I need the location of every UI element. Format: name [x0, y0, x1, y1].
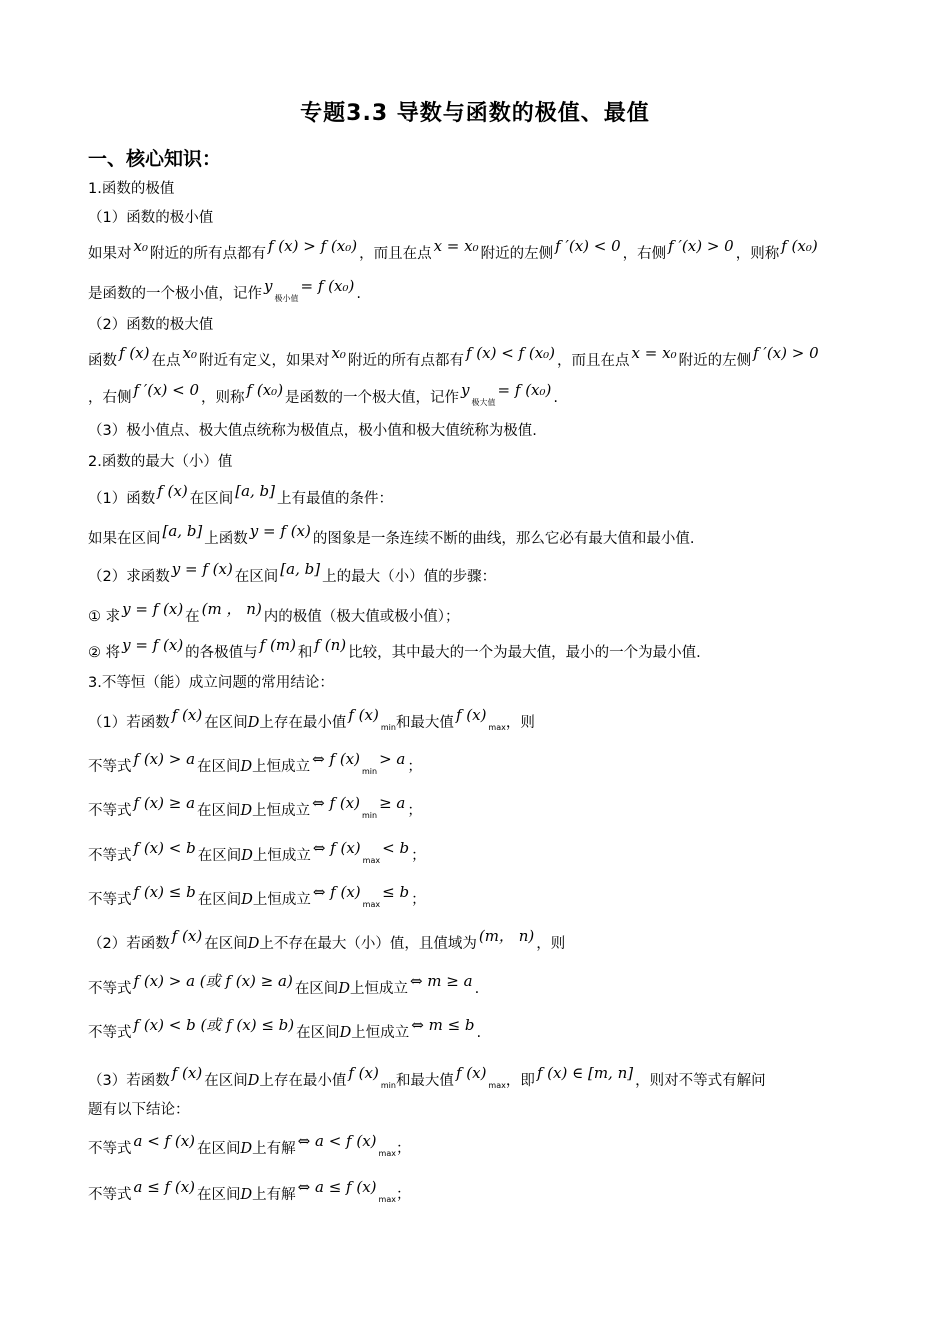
text-line: [88, 560, 497, 587]
text-run: 在区间: [234, 569, 279, 585]
text-run: 上的最大（小）值的步骤：: [322, 569, 497, 585]
math-variable: D: [247, 1073, 260, 1089]
math-variable: D: [240, 803, 253, 819]
text-run: 在区间: [204, 936, 248, 952]
math-expression: ⇔ f (x): [312, 839, 361, 857]
math-expression: = f (x₀): [497, 381, 552, 399]
math-expression: y = f (x): [249, 522, 311, 540]
text-run: 不等式: [88, 1187, 132, 1203]
text-run: ；: [411, 848, 426, 864]
math-expression: f (x): [171, 1064, 203, 1082]
math-expression: a ≤ f (x): [133, 1178, 196, 1196]
text-line: [88, 179, 174, 199]
text-run: 不等式: [88, 981, 132, 997]
text-run: 附近的所有点都有: [347, 353, 464, 369]
math-expression: ⇔ a < f (x): [297, 1132, 377, 1150]
text-line: [88, 1016, 482, 1043]
math-expression: f (x) ∈ [m, n]: [536, 1064, 634, 1082]
text-run: 在区间: [197, 803, 241, 819]
text-run: ；: [407, 759, 422, 775]
text-run: （2）若函数: [88, 936, 170, 952]
math-expression: f (x): [157, 482, 188, 500]
text-run: 不等式: [88, 848, 132, 864]
math-expression: f ′(x) < 0: [133, 381, 200, 399]
text-run: ；: [411, 892, 426, 908]
text-run: 如果在区间: [88, 531, 161, 547]
math-expression: f (x₀): [781, 237, 818, 255]
text-run: 附近的左侧: [678, 353, 752, 369]
math-expression: f (x₀): [246, 381, 284, 399]
math-expression: f (x) < f (x₀): [465, 344, 556, 362]
text-run: （2）求函数: [88, 569, 170, 585]
text-line: [88, 344, 821, 371]
text-run: 在区间: [296, 1025, 340, 1041]
math-subscript: min: [362, 811, 378, 820]
text-line: [88, 883, 426, 912]
text-run: （1）若函数: [88, 715, 170, 731]
text-run: 和最大值: [395, 1073, 454, 1089]
math-variable: D: [240, 1187, 253, 1203]
text-run: 上恒成立: [351, 1025, 410, 1041]
math-expression: x₀: [331, 344, 346, 362]
math-expression: ⇔ f (x): [312, 883, 361, 901]
text-line: [88, 522, 695, 549]
text-run: 上有解: [252, 1141, 296, 1157]
text-run: ，右侧: [622, 246, 667, 262]
math-subscript: min: [362, 767, 378, 776]
text-run: 在区间: [204, 1073, 248, 1089]
math-subscript: min: [380, 1081, 396, 1090]
text-run: 1.函数的极值: [88, 181, 175, 197]
text-line: [88, 482, 394, 509]
text-run: 上恒成立: [252, 848, 311, 864]
text-run: 上有最值的条件：: [277, 491, 394, 507]
math-expression: ≥ a: [379, 794, 406, 812]
math-expression: y: [264, 277, 273, 295]
text-run: 和: [297, 645, 313, 661]
text-line: [88, 1132, 411, 1161]
text-run: ，则称: [735, 246, 780, 262]
math-expression: > a: [379, 750, 406, 768]
math-expression: f (n): [314, 636, 347, 654]
math-expression: f (x): [455, 1064, 487, 1082]
text-run: 上恒成立: [349, 981, 408, 997]
text-run: （3）若函数: [88, 1073, 170, 1089]
math-expression: = f (x₀): [300, 277, 355, 295]
text-run: 在点: [151, 353, 181, 369]
text-line: [88, 706, 535, 735]
text-run: ；: [395, 1141, 411, 1157]
math-expression: ⇔ m ≤ b: [411, 1016, 475, 1034]
math-subscript: max: [362, 856, 381, 865]
math-expression: ⇔ m ≥ a: [409, 972, 473, 990]
text-run: 在区间: [204, 715, 248, 731]
text-run: 题有以下结论：: [88, 1102, 190, 1118]
math-subscript: max: [378, 1195, 396, 1204]
math-variable: D: [241, 848, 253, 864]
math-expression: y = f (x): [122, 636, 184, 654]
text-run: 函数: [88, 353, 117, 369]
math-expression: f (x): [171, 927, 203, 945]
math-expression: x₀: [133, 237, 148, 255]
math-expression: f (x) ≥ a: [133, 794, 196, 812]
math-expression: [a, b]: [235, 482, 276, 500]
text-line: [88, 927, 566, 954]
math-expression: f ′(x) > 0: [668, 237, 734, 255]
text-run: ，而且在点: [557, 353, 630, 369]
math-expression: ⇔ f (x): [312, 750, 360, 768]
text-line: [88, 315, 213, 335]
math-variable: D: [247, 715, 260, 731]
math-expression: x = x₀: [433, 237, 479, 255]
math-expression: (m， n): [478, 927, 535, 945]
text-run: （3）极小值点、极大值点统称为极值点，极小值和极大值统称为极值.: [88, 423, 537, 439]
math-expression: f (x) > a (或 f (x) ≥ a): [133, 972, 293, 990]
text-run: .: [553, 390, 558, 406]
text-line: [88, 208, 213, 228]
text-run: 在区间: [197, 1187, 241, 1203]
text-line: [88, 600, 460, 627]
math-expression: ⇔ f (x): [312, 794, 360, 812]
math-expression: f (x): [348, 1064, 379, 1082]
text-run: 不等式: [88, 803, 132, 819]
math-expression: y = f (x): [122, 600, 184, 618]
text-run: 上恒成立: [252, 892, 311, 908]
text-run: ，右侧: [88, 390, 132, 406]
text-run: 不等式: [88, 759, 132, 775]
text-run: 是函数的一个极小值，记作: [88, 286, 262, 302]
math-expression: f (x): [455, 706, 487, 724]
text-run: 3.不等恒（能）成立问题的常用结论：: [88, 675, 334, 691]
text-run: 附近有定义，如果对: [198, 353, 330, 369]
math-variable: D: [247, 936, 260, 952]
text-line: [88, 421, 537, 441]
text-run: ，即: [505, 1073, 535, 1089]
text-line: [88, 636, 701, 663]
text-run: 的各极值与: [185, 645, 258, 661]
text-run: .: [356, 286, 361, 302]
text-run: 2.函数的最大（小）值: [88, 454, 233, 470]
math-variable: D: [240, 1141, 253, 1157]
text-run: （1）函数: [88, 491, 156, 507]
math-expression: f (x) > f (x₀): [267, 237, 358, 255]
math-expression: f (x) < b: [133, 839, 196, 857]
text-line: [88, 1100, 190, 1120]
text-run: ；: [407, 803, 422, 819]
text-line: [88, 750, 422, 779]
math-expression: f (x): [171, 706, 203, 724]
math-expression: x₀: [182, 344, 197, 362]
math-expression: f ′(x) > 0: [753, 344, 819, 362]
section-heading: 一、核心知识：: [88, 148, 222, 170]
text-line: [88, 1064, 766, 1093]
text-run: 在区间: [189, 491, 234, 507]
math-expression: f ′(x) < 0: [555, 237, 621, 255]
math-subscript: max: [488, 723, 506, 732]
math-expression: [a, b]: [280, 560, 321, 578]
text-run: 在区间: [197, 759, 241, 775]
math-expression: (m ， n): [201, 600, 262, 618]
text-run: 比较，其中最大的一个为最大值，最小的一个为最小值.: [348, 645, 701, 661]
text-line: [88, 277, 361, 306]
text-line: [88, 381, 558, 410]
text-line: [88, 1178, 411, 1207]
text-run: 在: [185, 609, 200, 625]
text-line: [88, 673, 334, 693]
math-subscript: 极大值: [471, 398, 496, 407]
text-run: ，则: [536, 936, 566, 952]
math-expression: [a, b]: [162, 522, 203, 540]
math-expression: a < f (x): [133, 1132, 196, 1150]
text-run: ② 将: [88, 645, 121, 661]
text-run: ，而且在点: [359, 246, 432, 262]
text-run: 在区间: [197, 1141, 241, 1157]
math-subscript: min: [380, 723, 396, 732]
math-variable: D: [339, 1025, 352, 1041]
math-expression: y: [461, 381, 470, 399]
math-expression: x = x₀: [631, 344, 677, 362]
text-run: 上不存在最大（小）值，且值域为: [259, 936, 477, 952]
text-run: .: [474, 981, 480, 997]
text-line: [88, 839, 426, 868]
text-line: [88, 972, 480, 999]
text-run: 上有解: [252, 1187, 296, 1203]
text-run: 和最大值: [395, 715, 454, 731]
math-expression: f (x) ≤ b: [133, 883, 196, 901]
math-variable: D: [240, 759, 253, 775]
math-subscript: max: [362, 900, 381, 909]
page-title: 专题3.3 导数与函数的极值、最值: [300, 101, 650, 126]
math-variable: D: [241, 892, 253, 908]
text-run: ；: [395, 1187, 411, 1203]
text-run: 在区间: [294, 981, 339, 997]
text-run: 上恒成立: [252, 759, 311, 775]
math-expression: f (x) < b (或 f (x) ≤ b): [133, 1016, 295, 1034]
text-run: 在区间: [197, 892, 242, 908]
text-run: 附近的左侧: [480, 246, 554, 262]
math-expression: f (m): [259, 636, 296, 654]
math-expression: ≤ b: [382, 883, 410, 901]
text-run: ① 求: [88, 609, 121, 625]
text-run: 上存在最小值: [259, 1073, 347, 1089]
math-expression: < b: [382, 839, 410, 857]
text-run: 是函数的一个极大值，记作: [285, 390, 460, 406]
text-run: 上函数: [204, 531, 248, 547]
text-run: 上恒成立: [252, 803, 311, 819]
math-subscript: 极小值: [274, 294, 299, 303]
math-subscript: max: [488, 1081, 506, 1090]
text-line: [88, 794, 422, 823]
text-line: [88, 452, 232, 472]
text-run: 上存在最小值: [259, 715, 347, 731]
math-expression: f (x): [119, 344, 150, 362]
math-expression: f (x) > a: [133, 750, 196, 768]
text-run: 不等式: [88, 1141, 132, 1157]
text-run: 在区间: [197, 848, 242, 864]
text-run: ，则对不等式有解问: [635, 1073, 766, 1089]
text-line: [88, 237, 820, 264]
text-run: （1）函数的极小值: [88, 210, 214, 226]
text-run: .: [476, 1025, 482, 1041]
math-variable: D: [338, 981, 350, 997]
text-run: 附近的所有点都有: [149, 246, 266, 262]
math-expression: ⇔ a ≤ f (x): [297, 1178, 377, 1196]
text-run: 不等式: [88, 892, 132, 908]
text-run: 不等式: [88, 1025, 132, 1041]
math-subscript: max: [378, 1149, 396, 1158]
text-run: 如果对: [88, 246, 132, 262]
text-run: ，则: [505, 715, 535, 731]
text-run: 的图象是一条连续不断的曲线，那么它必有最大值和最小值.: [312, 531, 695, 547]
text-run: ，则称: [201, 390, 245, 406]
math-expression: f (x): [348, 706, 379, 724]
math-expression: y = f (x): [171, 560, 233, 578]
text-run: 内的极值（极大值或极小值）；: [263, 609, 460, 625]
text-run: （2）函数的极大值: [88, 317, 214, 333]
